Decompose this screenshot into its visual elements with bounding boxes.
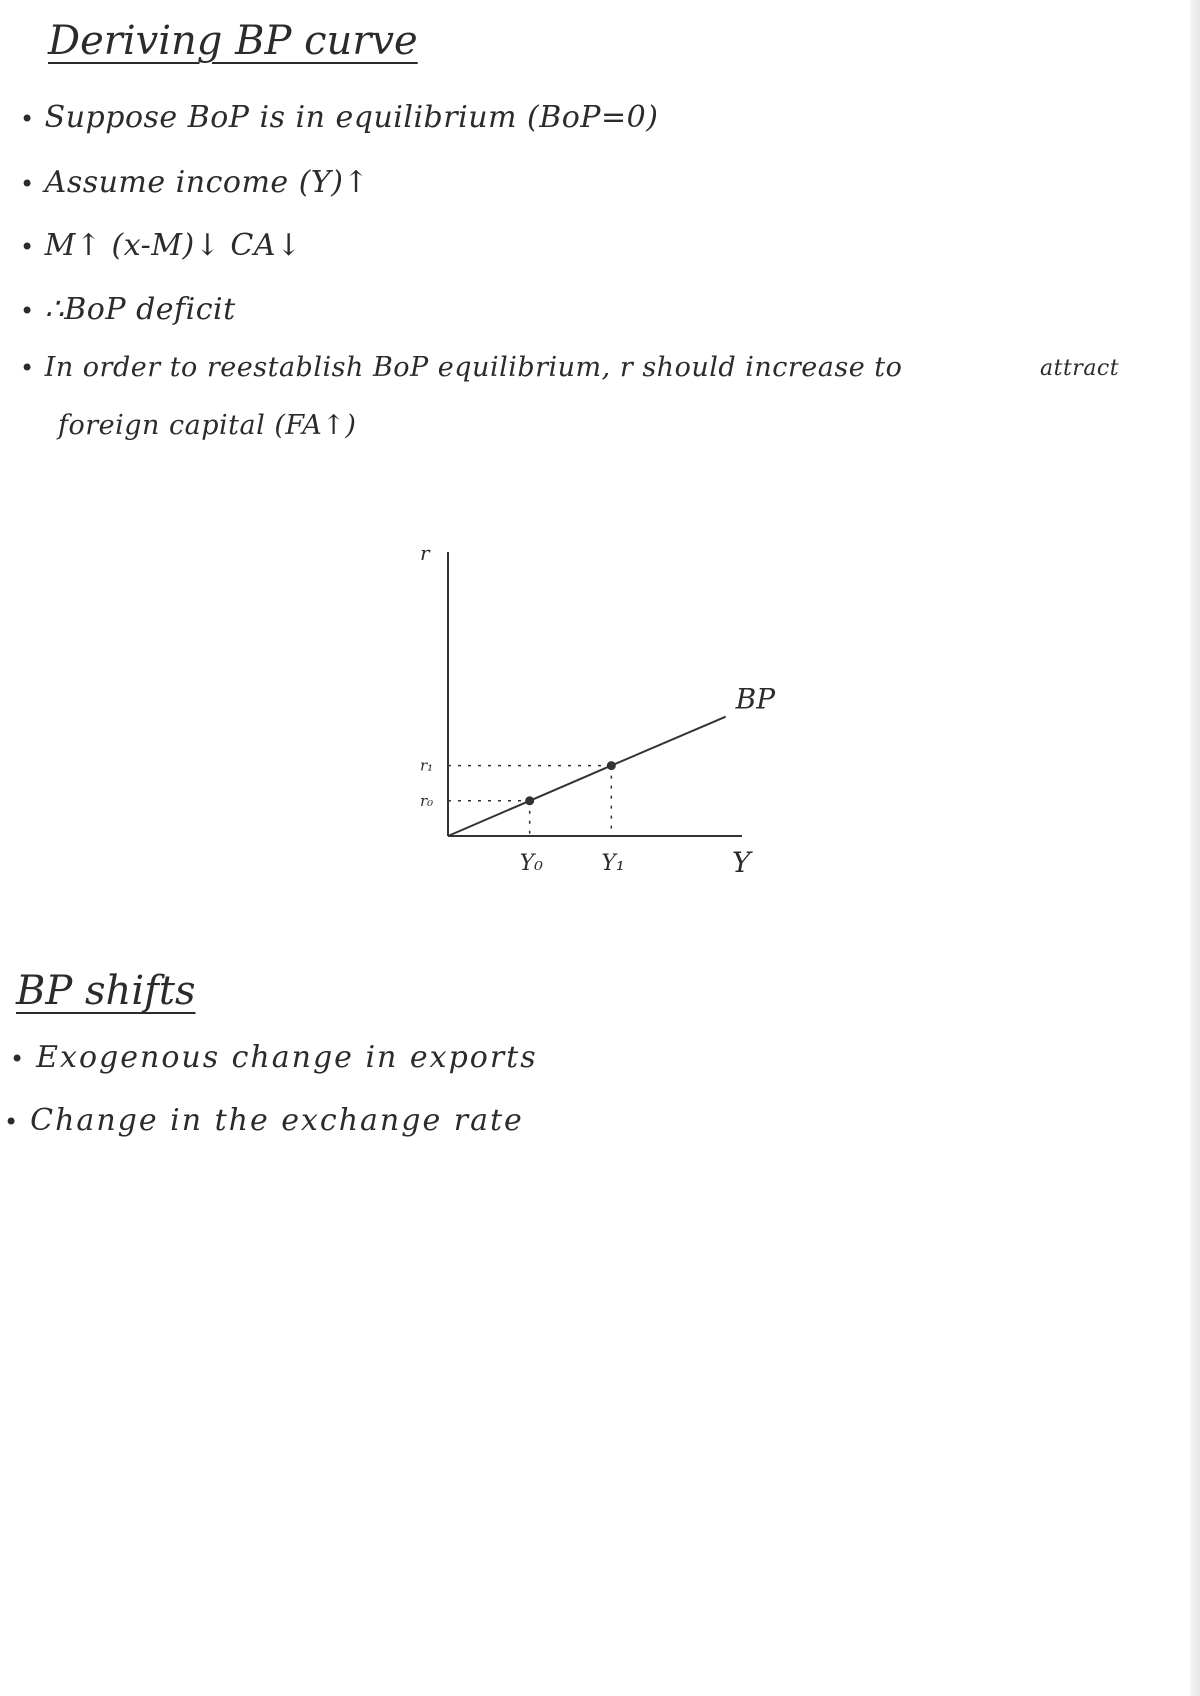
bullet-text: ∴BoP deficit — [44, 292, 236, 327]
equilibrium-point-0 — [525, 796, 534, 805]
bullet-exogenous — [10, 1040, 538, 1075]
heading-bp-shifts: BP shifts — [16, 968, 196, 1014]
bullet-text: foreign capital (FA↑) — [58, 410, 357, 441]
bullet-text: M↑ (x-M)↓ CA↓ — [44, 228, 302, 263]
bullet-suppose — [20, 100, 658, 135]
bullet-dot: • — [20, 233, 35, 261]
heading-deriving-bp: Deriving BP curve — [48, 18, 418, 64]
bullet-imports — [20, 228, 302, 263]
bullet-text: Change in the exchange rate — [30, 1103, 524, 1138]
bullet-dot: • — [20, 354, 35, 382]
bullet-text: Assume income (Y)↑ — [44, 165, 370, 200]
bp-curve-line — [448, 717, 726, 836]
bullet-reestablish — [20, 352, 902, 383]
x-tick-label-1: Y₁ — [601, 851, 625, 876]
y-axis-label: r — [420, 541, 430, 565]
x-axis-label: Y — [732, 846, 751, 879]
bullet-dot: • — [4, 1108, 21, 1136]
bullet-foreign-capital — [58, 410, 356, 441]
bullet-dot: • — [20, 105, 35, 133]
bullet-assume — [20, 165, 369, 200]
bullet-attract — [1040, 356, 1119, 381]
y-tick-label-1: r₁ — [420, 756, 434, 775]
bullet-text: Suppose BoP is in equilibrium (BoP=0) — [44, 100, 659, 135]
x-tick-label-0: Y₀ — [519, 851, 544, 876]
bullet-text: In order to reestablish BoP equilibrium, r should increase to — [44, 352, 903, 383]
bullet-text: attract — [1040, 356, 1120, 381]
page-edge-shadow — [1190, 0, 1200, 1696]
bullet-text: Exogenous change in exports — [36, 1040, 538, 1075]
equilibrium-point-1 — [607, 761, 616, 770]
bp-curve-chart — [400, 530, 800, 900]
y-tick-label-0: r₀ — [420, 791, 434, 810]
bullet-dot: • — [10, 1045, 27, 1073]
equilibrium-points-layer — [420, 757, 625, 876]
bullet-exchange-rate — [4, 1103, 524, 1138]
bullet-deficit — [20, 292, 236, 327]
bullet-dot: • — [20, 170, 35, 198]
bp-curve-label: BP — [735, 682, 776, 716]
bullet-dot: • — [20, 297, 35, 325]
